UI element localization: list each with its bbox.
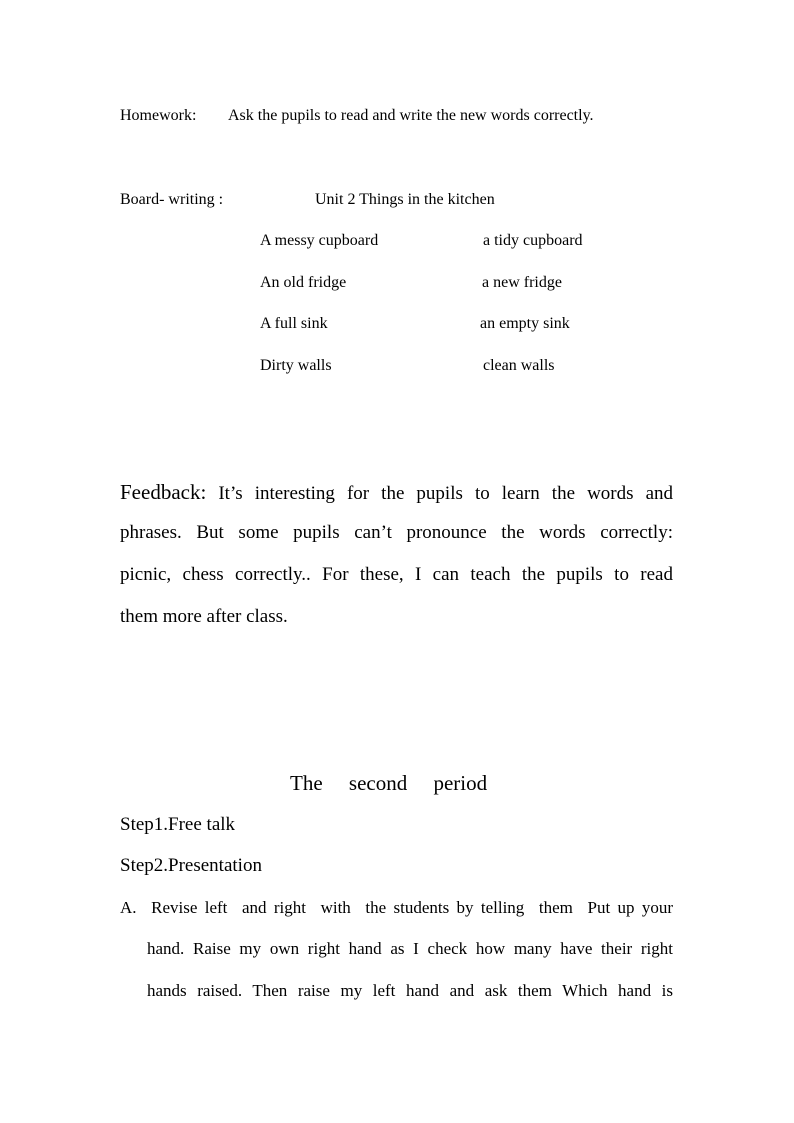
board-pair-right: a new fridge	[482, 274, 562, 291]
feedback-line: them more after class.	[120, 606, 288, 627]
board-pair-left: A full sink	[260, 315, 328, 332]
feedback-line: phrases. But some pupils can’t pronounce the words correctly:	[120, 522, 673, 543]
board-pair-right: an empty sink	[480, 315, 570, 332]
board-pair-left: Dirty walls	[260, 357, 332, 374]
item-a-first-line: A. Revise left and right with the students by telling them Put up your	[120, 898, 673, 917]
feedback-line: picnic, chess correctly.. For these, I can teach the pupils to read	[120, 564, 673, 585]
section-title: The second period	[290, 771, 488, 795]
board-writing-title: Unit 2 Things in the kitchen	[315, 191, 495, 208]
board-pair-left: An old fridge	[260, 274, 347, 291]
item-a-line: hand. Raise my own right hand as I check how many have their right	[147, 939, 673, 958]
feedback-line	[120, 480, 673, 506]
item-a-line: hands raised. Then raise my left hand and ask them Which hand is	[147, 981, 673, 1000]
board-pair-right: a tidy cupboard	[483, 232, 583, 249]
feedback-label: Feedback:	[120, 480, 207, 504]
board-writing-label: Board- writing :	[120, 191, 224, 208]
step2-heading: Step2.Presentation	[120, 855, 262, 876]
homework-text: Ask the pupils to read and write the new words correctly.	[228, 107, 594, 124]
step1-heading: Step1.Free talk	[120, 814, 236, 835]
homework-label: Homework:	[120, 107, 197, 124]
board-pair-left: A messy cupboard	[260, 232, 379, 249]
board-pair-right: clean walls	[483, 357, 555, 374]
feedback-text: It’s interesting for the pupils to learn the words and	[218, 483, 674, 504]
